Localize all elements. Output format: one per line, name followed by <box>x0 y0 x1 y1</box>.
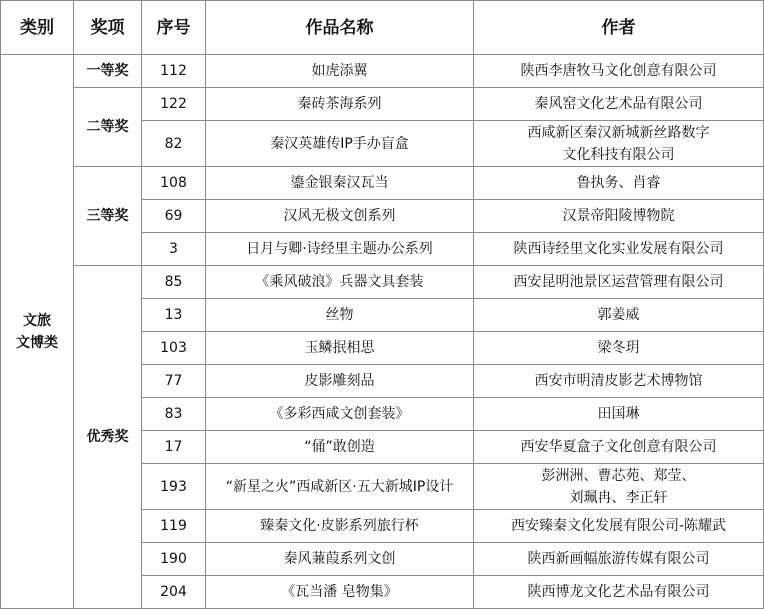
title-cell: 如虎添翼 <box>206 55 474 88</box>
author-cell <box>474 167 764 200</box>
title-cell: 臻秦文化·皮影系列旅行杯 <box>206 510 474 543</box>
number-cell: 83 <box>142 398 206 431</box>
author-cell <box>474 510 764 543</box>
author-cell <box>474 365 764 398</box>
number-cell: 119 <box>142 510 206 543</box>
title-cell: 皮影雕刻品 <box>206 365 474 398</box>
title-cell: 《多彩西咸文创套装》 <box>206 398 474 431</box>
author-line: 彭洲洲、曹芯苑、郑莹、 <box>541 467 696 484</box>
author-line: 西咸新区秦汉新城新丝路数字 <box>527 124 710 141</box>
number-cell: 17 <box>142 431 206 464</box>
title-cell: “新星之火”西咸新区·五大新城IP设计 <box>206 464 474 510</box>
category-cell <box>1 55 74 609</box>
category-line: 文旅 <box>23 312 51 329</box>
number-cell: 13 <box>142 299 206 332</box>
number-cell: 122 <box>142 88 206 121</box>
number-cell: 112 <box>142 55 206 88</box>
title-cell: 《瓦当潘 皂物集》 <box>206 576 474 609</box>
author-line: 陕西博龙文化艺术品有限公司 <box>527 584 710 600</box>
author-cell <box>474 398 764 431</box>
author-line: 陕西新画幅旅游传媒有限公司 <box>527 551 710 567</box>
title-cell: 汉风无极文创系列 <box>206 200 474 233</box>
header-row <box>1 1 764 55</box>
award-cell: 三等奖 <box>74 167 142 266</box>
author-cell <box>474 55 764 88</box>
table-row <box>1 88 764 121</box>
title-cell: 玉鳞抿相思 <box>206 332 474 365</box>
title-cell: 秦砖茶海系列 <box>206 88 474 121</box>
author-line: 西安华夏盒子文化创意有限公司 <box>520 439 717 455</box>
award-cell: 优秀奖 <box>74 266 142 609</box>
author-line: 郭姜威 <box>597 307 640 323</box>
header-number: 序号 <box>142 1 206 55</box>
number-cell: 82 <box>142 121 206 167</box>
author-line: 西安昆明池景区运营管理有限公司 <box>513 274 724 290</box>
author-line: 文化科技有限公司 <box>562 146 675 163</box>
author-line: 西安市明清皮影艺术博物馆 <box>534 373 703 389</box>
number-cell: 3 <box>142 233 206 266</box>
header-category: 类别 <box>1 1 74 55</box>
author-cell <box>474 121 764 167</box>
author-line: 西安臻秦文化发展有限公司-陈耀武 <box>510 518 727 534</box>
author-cell <box>474 464 764 510</box>
author-cell <box>474 431 764 464</box>
title-cell: 秦汉英雄传IP手办盲盒 <box>206 121 474 167</box>
title-cell: 丝物 <box>206 299 474 332</box>
number-cell: 193 <box>142 464 206 510</box>
table-row <box>1 266 764 299</box>
header-title: 作品名称 <box>206 1 474 55</box>
author-line: 陕西李唐牧马文化创意有限公司 <box>520 63 717 79</box>
author-cell <box>474 299 764 332</box>
author-cell <box>474 332 764 365</box>
award-cell: 二等奖 <box>74 88 142 167</box>
title-cell: “俑”敢创造 <box>206 431 474 464</box>
author-cell <box>474 200 764 233</box>
number-cell: 108 <box>142 167 206 200</box>
header-award: 奖项 <box>74 1 142 55</box>
author-line: 刘珮冉、李正轩 <box>569 489 668 506</box>
table-row <box>1 55 764 88</box>
author-cell <box>474 233 764 266</box>
number-cell: 69 <box>142 200 206 233</box>
title-cell: 日月与卿·诗经里主题办公系列 <box>206 233 474 266</box>
author-line: 汉景帝阳陵博物院 <box>562 208 675 224</box>
number-cell: 85 <box>142 266 206 299</box>
title-cell: 鎏金银秦汉瓦当 <box>206 167 474 200</box>
table-row <box>1 167 764 200</box>
author-cell <box>474 543 764 576</box>
title-cell: 《乘风破浪》兵器文具套装 <box>206 266 474 299</box>
author-line: 鲁执务、肖睿 <box>576 175 661 191</box>
author-line: 梁冬玥 <box>597 340 640 356</box>
number-cell: 77 <box>142 365 206 398</box>
author-line: 陕西诗经里文化实业发展有限公司 <box>513 241 724 257</box>
author-cell <box>474 266 764 299</box>
number-cell: 204 <box>142 576 206 609</box>
author-line: 秦风窑文化艺术品有限公司 <box>534 96 703 112</box>
award-cell: 一等奖 <box>74 55 142 88</box>
header-author: 作者 <box>474 1 764 55</box>
title-cell: 秦风蒹葭系列文创 <box>206 543 474 576</box>
number-cell: 103 <box>142 332 206 365</box>
number-cell: 190 <box>142 543 206 576</box>
category-line: 文博类 <box>16 334 58 351</box>
author-cell <box>474 576 764 609</box>
author-cell <box>474 88 764 121</box>
author-line: 田国琳 <box>597 406 640 422</box>
